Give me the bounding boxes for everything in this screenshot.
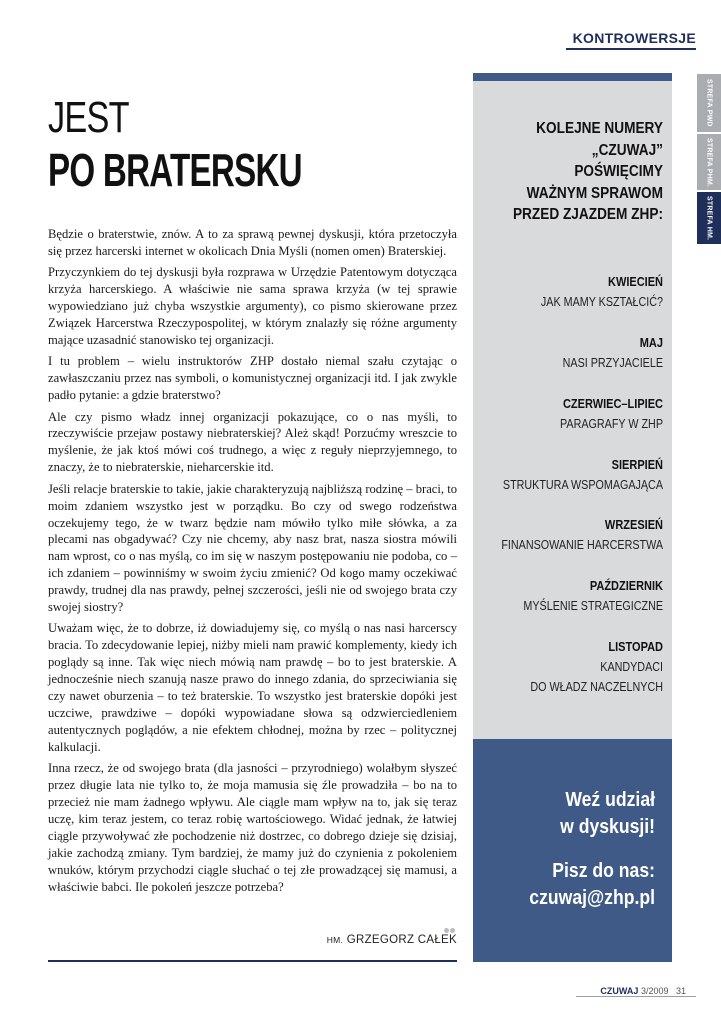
article-bottom-rule xyxy=(48,960,457,962)
author-name: GRZEGORZ CAŁEK xyxy=(346,934,457,946)
schedule-month: LISTOPAD xyxy=(608,640,663,654)
contact-email-link[interactable]: czuwaj@zhp.pl xyxy=(529,887,655,909)
section-label: KONTROWERSJE xyxy=(572,30,696,46)
tab-strefa-pwd[interactable] xyxy=(697,74,721,132)
author-prefix: HM. xyxy=(326,935,344,945)
article-paragraph: Przyczynkiem do tej dyskusji była rozprawa w Urzędzie Patentowym dotycząca krzyża harcerskiego. A właściwie nie sama sprawa krzyża (w tej sprawie wypowiedziano już chyba wszystkie argumenty), co pismo skierowane przez Związek Harcerstwa Rzeczypospolitej, w którym znalazły się różne argumenty mające uzasadnić stanowisko tej organizacji. xyxy=(48,265,457,347)
footer-rule xyxy=(576,996,696,997)
article-paragraph: I tu problem – wielu instruktorów ZHP dostało niemal szału czytając o zawłaszczaniu przez nas symboli, o komunistycznej organizacji itd. I jak zwykle padło pytanie: a gdzie braterstwo? xyxy=(48,354,457,403)
cta-line: w dyskusji! xyxy=(560,816,655,838)
article-paragraph: Jeśli relacje braterskie to takie, jakie charakteryzują najbliższą rodzinę – braci, to moim zdaniem wszystko jest w porządku. Bo czy od swego rodzeństwa oczekujemy tego, że w twarz będzie nam mówiło tylko miłe słówka, a za plecami nas obgadywać? Czy nie chcemy, aby nasz brat, nasza siostra mówili nam wprost, co o nas myślą, co im się w naszym postępowaniu nie podoba, co – ich zdaniem – powinniśmy w swoim życiu zmienić? Od kogo mamy oczekiwać prawdy, trudnej dla nas prawdy, pełnej szczerości, jeśli nie od swojego brata czy swojej siostry? xyxy=(48,481,457,615)
tab-label: STREFA PHM. xyxy=(705,137,713,187)
schedule-topic: PARAGRAFY W ZHP xyxy=(560,417,663,431)
issue-number: 3/2009 xyxy=(640,986,669,996)
magazine-name: CZUWAJ xyxy=(600,986,639,996)
article-body xyxy=(48,226,457,900)
sidebar-top-bar xyxy=(473,73,672,81)
schedule-month: WRZESIEŃ xyxy=(604,518,663,532)
schedule-month: MAJ xyxy=(639,336,663,350)
article-paragraph: Inna rzecz, że od swojego brata (dla jasności – przyrodniego) wolałbym słyszeć przez długie lata nie tylko to, że moja mamusia się źle prowadziła – bo na to przecież nie mam żadnego wpływu. Ale ciągle mam wpływ na to, jak się teraz uczę, kim teraz jestem, co teraz robię wartościowego. Widać jednak, że łatwiej ciągle przywoływać złe pochodzenie niż dostrzec, co dobrego dzieje się dzisiaj, jakie zachodzą zmiany. Tym bardziej, że mamy już do czynienia z pokoleniem wnuków, którym przychodzi ciągle słuchać o tej złe prowadzącej się mamusi, a właściwie babci. Ile pokoleń jeszcze potrzeba? xyxy=(48,761,457,894)
header-rule xyxy=(566,48,696,50)
article-title-line2: PO BRATERSKU xyxy=(48,144,302,196)
schedule-topic: DO WŁADZ NACZELNYCH xyxy=(530,680,663,694)
sidebar-heading-line: PRZED ZJAZDEM ZHP: xyxy=(512,206,663,223)
tab-strefa-hm[interactable] xyxy=(697,192,721,244)
schedule-topic: KANDYDACI xyxy=(600,660,663,674)
sidebar-heading-line: „CZUWAJ” xyxy=(591,141,663,159)
schedule-topic: NASI PRZYJACIELE xyxy=(562,356,663,370)
sidebar-heading xyxy=(496,118,663,226)
end-mark-icon xyxy=(444,920,458,926)
article-paragraph: Uważam więc, że to dobrze, iż dowiadujemy się, co myślą o nas nasi harcerscy bracia. To zdecydowanie lepiej, niżby mieli nam prawić komplementy, kiedy ich poglądy są inne. Tak więc niech mówią nam prawdę – bo to jest braterskie. A jednocześnie niech szanują nasze prawo do innego zdania, do sprzeciwiania się czy nawet oburzenia – to też braterskie. To wszystko jest braterskie dopóki jest uczciwe, prawdziwe – dopóki wypowiadane słowa są odzwierciedleniem autentycznych poglądów, a nie efektem chłodnej, można by rzec – politycznej kalkulacji. xyxy=(48,621,457,754)
cta-panel xyxy=(473,739,672,962)
article-paragraph: Ale czy pismo władz innej organizacji pokazujące, co o nas myśli, to rzeczywiście przejaw postawy niebraterskiej? Ależ skąd! Porzućmy wreszcie to myślenie, że jak ktoś mówi coś trudnego, a więc z reguły nieprzyjemnego, to znaczy, że to niebraterskie, nieharcerskie itd. xyxy=(48,409,457,475)
sidebar-heading-line: KOLEJNE NUMERY xyxy=(536,120,663,137)
cta-line: Weź udział xyxy=(565,789,655,811)
schedule-topic: FINANSOWANIE HARCERSTWA xyxy=(501,538,663,552)
author-byline xyxy=(250,934,457,946)
schedule-topic: MYŚLENIE STRATEGICZNE xyxy=(523,599,663,613)
schedule-topic: JAK MAMY KSZTAŁCIĆ? xyxy=(540,295,663,309)
schedule-month: KWIECIEŃ xyxy=(608,275,663,289)
tab-strefa-phm[interactable] xyxy=(697,134,721,190)
page-footer xyxy=(560,986,686,996)
cta-line: Pisz do nas: xyxy=(552,860,655,882)
schedule-month: PAŹDZIERNIK xyxy=(589,579,663,593)
page-number: 31 xyxy=(675,986,686,996)
schedule-month: SIERPIEŃ xyxy=(611,458,663,472)
tab-label: STREFA PWD xyxy=(705,79,713,127)
sidebar-heading-line: WAŻNYM SPRAWOM xyxy=(526,184,663,202)
schedule-topic: STRUKTURA WSPOMAGAJĄCA xyxy=(502,478,663,492)
tab-label: STREFA HM. xyxy=(705,195,713,241)
article-title-line1: JEST xyxy=(48,93,129,142)
sidebar-heading-line: POŚWIĘCIMY xyxy=(574,163,663,180)
article-paragraph: Będzie o braterstwie, znów. A to za sprawą pewnej dyskusji, która przetoczyła się przez harcerski internet w okolicach Dnia Myśli (nomen omen) Braterskiej. xyxy=(48,227,457,258)
schedule-month: CZERWIEC–LIPIEC xyxy=(562,397,663,411)
